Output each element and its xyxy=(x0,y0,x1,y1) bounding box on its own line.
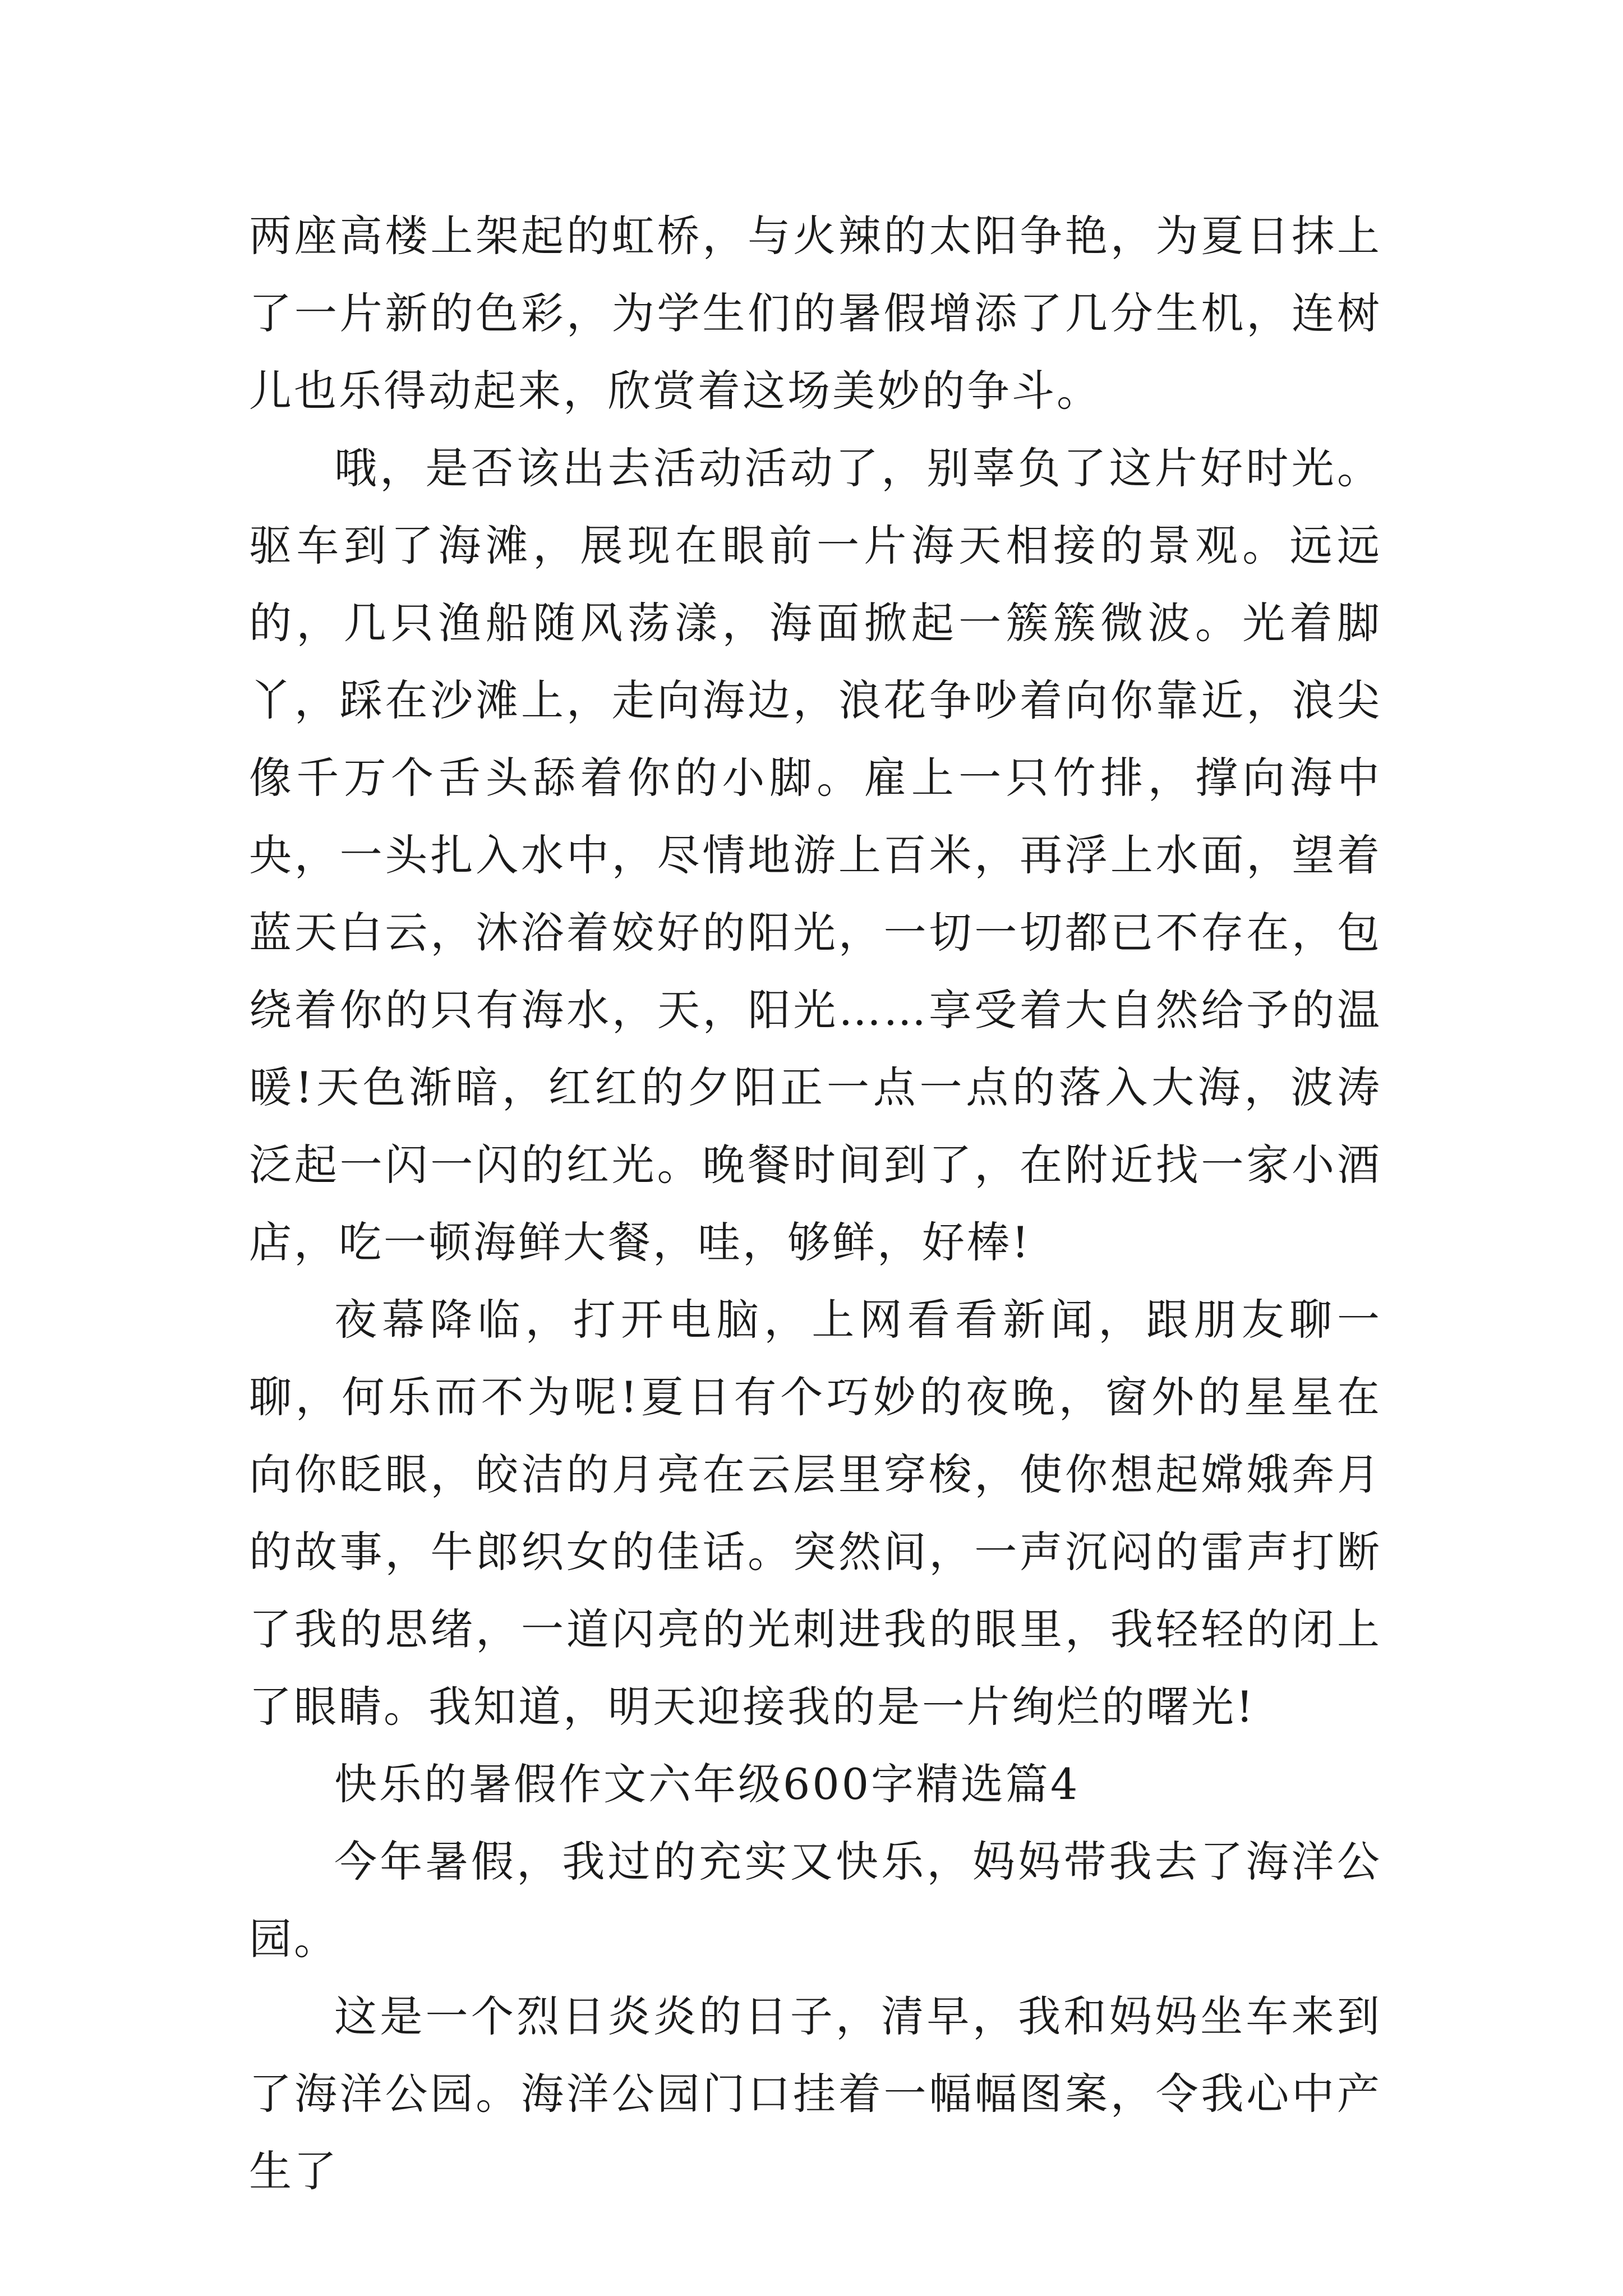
paragraph-intro: 今年暑假，我过的充实又快乐，妈妈带我去了海洋公园。 xyxy=(249,1837,1382,1964)
paragraph-night: 夜幕降临，打开电脑，上网看看新闻，跟朋友聊一聊，何乐而不为呢!夏日有个巧妙的夜晚，窗外的星星在向你眨眼，皎洁的月亮在云层里穿梭，使你想起嫦娥奔月的故事，牛郎织女的佳话。突然间，一声沉闷的雷声打断了我的思绪，一道闪亮的光刺进我的眼里，我轻轻的闭上了眼睛。我知道，明天迎接我的是一片绚烂的曙光! xyxy=(249,1295,1382,1732)
document-body xyxy=(249,197,1382,2210)
paragraph-continuation: 两座高楼上架起的虹桥，与火辣的太阳争艳，为夏日抹上了一片新的色彩，为学生们的暑假增添了几分生机，连树儿也乐得动起来，欣赏着这场美妙的争斗。 xyxy=(249,211,1382,416)
paragraph-ocean-park: 这是一个烈日炎炎的日子，清早，我和妈妈坐车来到了海洋公园。海洋公园门口挂着一幅幅图案，令我心中产生了 xyxy=(249,1991,1382,2196)
section-heading: 快乐的暑假作文六年级600字精选篇4 xyxy=(334,1759,1080,1809)
paragraph-beach: 哦，是否该出去活动活动了，别辜负了这片好时光。驱车到了海滩，展现在眼前一片海天相接的景观。远远的，几只渔船随风荡漾，海面掀起一簇簇微波。光着脚丫，踩在沙滩上，走向海边，浪花争吵着向你靠近，浪尖像千万个舌头舔着你的小脚。雇上一只竹排，撑向海中央，一头扎入水中，尽情地游上百米，再浮上水面，望着蓝天白云，沐浴着姣好的阳光，一切一切都已不存在，包绕着你的只有海水，天，阳光……享受着大自然给予的温暖!天色渐暗，红红的夕阳正一点一点的落入大海，波涛泛起一闪一闪的红光。晚餐时间到了，在附近找一家小酒店，吃一顿海鲜大餐，哇，够鲜，好棒! xyxy=(249,443,1382,1267)
